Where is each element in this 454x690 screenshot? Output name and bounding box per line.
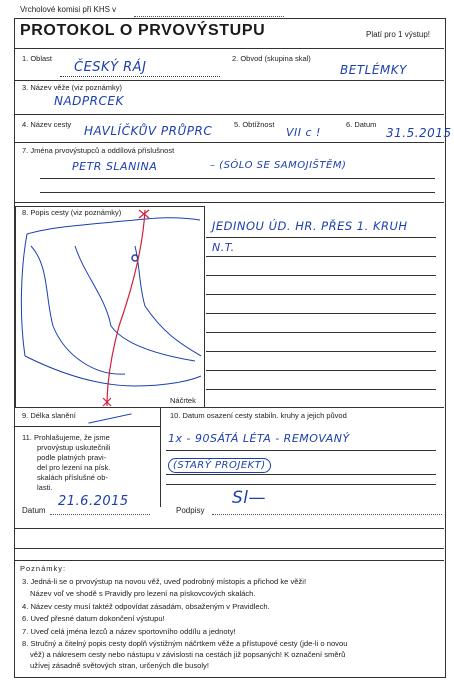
divider [14,202,444,203]
oblast-label: 1. Oblast [22,54,53,63]
obtiznost-value[interactable]: VII c ! [286,126,321,139]
write-line [166,474,436,475]
page-title: PROTOKOL O PRVOVÝSTUPU [20,22,266,39]
note-item: Název voľ ve shodě s Pravidly pro lezení na pískovcových skalách. [30,589,256,598]
write-line [40,192,435,193]
prvovystupci-value[interactable]: PETR SLANINA [72,160,158,173]
write-line [206,275,436,276]
write-line [166,484,436,485]
write-line [206,256,436,257]
popis-cesty-line2[interactable]: N.T. [212,241,235,254]
nazev-veze-value[interactable]: NADPRCEK [54,94,124,108]
note-item: 8. Stručný a čitelný popis cesty doplň výstižným náčrtkem věže a přístupové cesty (jde-li o novou [22,639,348,648]
prohlaseni-line-1: 11. Prohlašujeme, že jsme [22,433,110,442]
prvovystupci-label: 7. Jména prvovýstupců a oddílová příslušnost [22,146,175,155]
note-item: 4. Název cesty musí taktéž odpovídat zásadám, obsaženým v Pravidlech. [22,602,270,611]
write-line [166,450,436,451]
note-item: 7. Uveď celá jména lezců a název sportovního oddílu a jednoty! [22,627,236,636]
prohlaseni-line-4: del pro lezení na písk. [37,463,111,472]
divider [14,48,444,49]
obvod-value[interactable]: BETLÉMKY [340,63,407,77]
write-line [206,237,436,238]
podpisy-label: Podpisy [176,506,205,515]
write-line [206,389,436,390]
datum-vystupu-label: 6. Datum [346,120,377,129]
write-line [206,332,436,333]
datum-line [50,514,150,515]
divider [14,114,444,115]
prohlaseni-line-6: lasti. [37,483,53,492]
divider [14,560,444,561]
divider [14,528,444,529]
osazeni-line1[interactable]: 1x - 90SÁTÁ LÉTA - REMOVANÝ [168,432,350,445]
prohlaseni-line-3: podle platných pravi- [37,453,107,462]
podpisy-line [212,514,442,515]
write-line [40,178,435,179]
popis-cesty-label: 8. Popis cesty (viz poznámky) [22,208,122,217]
notes-heading: Poznámky: [20,564,67,573]
datum-vystupu-value[interactable]: 31.5.2015 [386,126,452,140]
divider [14,407,444,408]
note-item: 6. Uveď přesné datum dokončení výstupu! [22,614,165,623]
oblast-line [60,76,220,77]
datum-value[interactable]: 21.6.2015 [58,494,129,509]
nazev-cesty-label: 4. Název cesty [22,120,72,129]
datum-label: Datum [22,506,46,515]
write-line [206,294,436,295]
note-item: užívej zásadně světových stran, určených dle busoly! [30,661,209,670]
popis-cesty-line1[interactable]: JEDINOU ÚD. HR. PŘES 1. KRUH [212,219,408,233]
signature[interactable]: Sl— [232,488,267,508]
sketch-drawing [15,206,205,408]
write-line [206,351,436,352]
prohlaseni-line-5: skalách příslušné ob- [37,473,108,482]
nacrtek-label: Náčrtek [170,396,196,405]
prvovystupci-note[interactable]: – (SÓLO SE SAMOJIŠTĚM) [210,160,347,171]
nazev-veze-label: 3. Název věže (viz poznámky) [22,83,123,92]
oblast-value[interactable]: ČESKÝ RÁJ [74,60,147,75]
nazev-cesty-value[interactable]: HAVLÍČKŮV PRŮPRC [84,124,213,138]
column-divider [160,407,161,507]
commission-line [134,16,284,17]
osazeni-label: 10. Datum osazení cesty stabiln. kruhy a jejich původ [170,411,347,420]
divider [14,426,160,427]
commission-label: Vrcholové komisi při KHS v [20,5,117,14]
divider [14,80,444,81]
divider [14,142,444,143]
note-item: věž) a nákresem cesty nebo nástupu v závislosti na cestách již popsaných! K označení směrů [30,650,346,659]
prohlaseni-line-2: prvovýstup uskutečnili [37,443,111,452]
write-line [206,370,436,371]
obtiznost-label: 5. Obtížnost [234,120,275,129]
copy-note: Platí pro 1 výstup! [366,30,431,39]
osazeni-line2[interactable]: (STARÝ PROJEKT) [168,458,271,473]
divider [14,548,444,549]
obvod-label: 2. Obvod (skupina skal) [232,54,311,63]
note-item: 3. Jedná-li se o prvovýstup na novou věž, uveď podrobný místopis a přichod ke věži! [22,577,307,586]
slaneni-label: 9. Délka slanění [22,411,76,420]
write-line [206,313,436,314]
